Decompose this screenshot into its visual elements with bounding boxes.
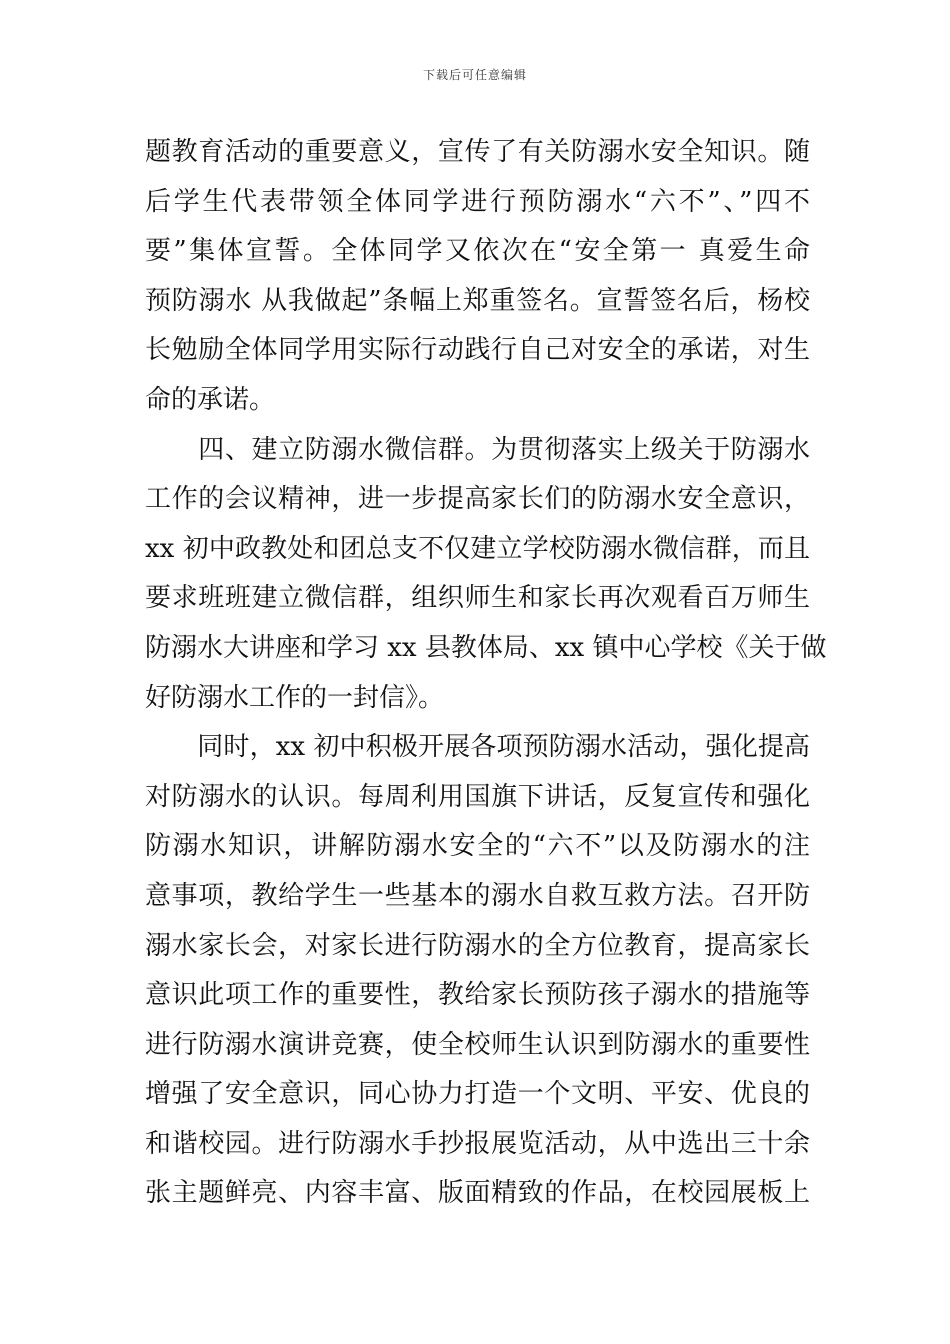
text-line: 四、建立防溺水微信群。为贯彻落实上级关于防溺水	[145, 434, 810, 465]
text-line: xx 初中政教处和团总支不仅建立学校防溺水微信群，而且	[145, 533, 810, 564]
text-line: 题教育活动的重要意义，宣传了有关防溺水安全知识。随	[145, 137, 810, 167]
text-line: 防溺水大讲座和学习 xx 县教体局、xx 镇中心学校《关于做	[145, 632, 827, 663]
text-line: 命的承诺。	[145, 384, 276, 415]
text-line: 预防溺水 从我做起”条幅上郑重签名。宣誓签名后，杨校	[145, 285, 810, 316]
text-line: 增强了安全意识，同心协力打造一个文明、平安、优良的	[145, 1079, 810, 1110]
text-line: 和谐校园。进行防溺水手抄报展览活动，从中选出三十余	[145, 1128, 810, 1159]
text-line: 长勉励全体同学用实际行动践行自己对安全的承诺，对生	[145, 335, 810, 366]
document-body	[145, 128, 827, 1219]
text-line: 意事项，教给学生一些基本的溺水自救互救方法。召开防	[145, 880, 810, 911]
text-line: 溺水家长会，对家长进行防溺水的全方位教育，提高家长	[145, 930, 810, 961]
text-line: 对防溺水的认识。每周利用国旗下讲话，反复宣传和强化	[145, 781, 810, 812]
text-line: 同时，xx 初中积极开展各项预防溺水活动，强化提高	[145, 732, 810, 763]
text-line: 后学生代表带领全体同学进行预防溺水“六不”、”四不	[145, 186, 810, 217]
text-line: 工作的会议精神，进一步提高家长们的防溺水安全意识，	[145, 484, 810, 515]
text-line: 意识此项工作的重要性，教给家长预防孩子溺水的措施等	[145, 980, 810, 1011]
text-line: 好防溺水工作的一封信》。	[145, 682, 445, 713]
text-line: 要求班班建立微信群，组织师生和家长再次观看百万师生	[145, 583, 810, 614]
text-line: 进行防溺水演讲竞赛，使全校师生认识到防溺水的重要性	[145, 1029, 810, 1060]
text-line: 张主题鲜亮、内容丰富、版面精致的作品，在校园展板上	[145, 1178, 810, 1209]
text-line: 要”集体宣誓。全体同学又依次在“安全第一 真爱生命	[145, 236, 810, 267]
page-header: 下载后可任意编辑	[422, 68, 527, 82]
text-line: 防溺水知识，讲解防溺水安全的“六不”以及防溺水的注	[145, 831, 810, 862]
